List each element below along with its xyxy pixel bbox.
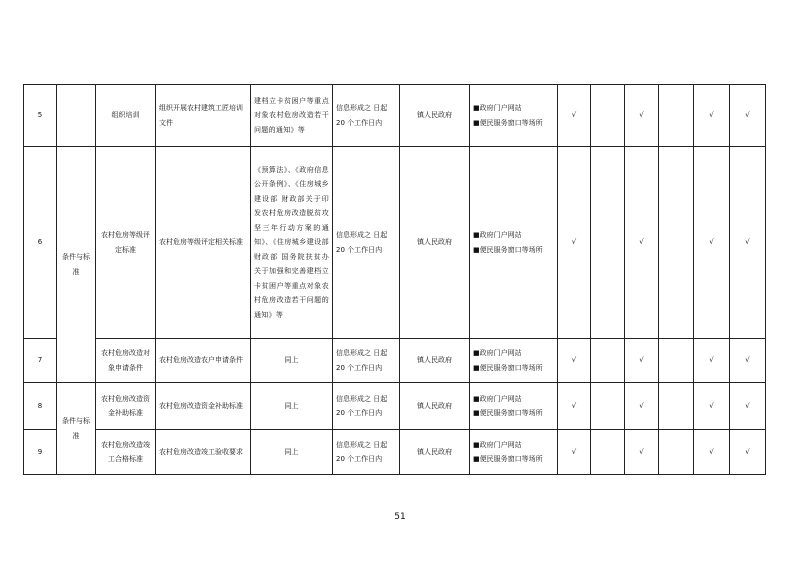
row-number: 9: [24, 430, 57, 475]
disclosure-table: [23, 84, 766, 475]
check-cell: [659, 147, 694, 339]
channels-cell: [470, 383, 558, 430]
check-cell: [659, 430, 694, 475]
law-cell: 同上: [251, 430, 333, 475]
law-cell: 同上: [251, 339, 333, 383]
law-cell: 建档立卡贫困户等重点对象农村危房改造若干问题的通知》等: [251, 85, 333, 147]
item-cell: 组织培训: [96, 85, 156, 147]
check-cell: √: [730, 85, 766, 147]
timeframe-cell: 信息形成之 日起 20 个工作日内: [333, 339, 400, 383]
table-row: [24, 339, 766, 383]
item-cell: 农村危房改造竣工合格标准: [96, 430, 156, 475]
channels-cell: [470, 339, 558, 383]
check-cell: √: [730, 339, 766, 383]
channel-website: ■政府门户网站: [473, 104, 522, 112]
check-cell: [591, 85, 625, 147]
timeframe-cell: 信息形成之 日起 20 个工作日内: [333, 383, 400, 430]
channel-window: ■便民服务窗口等场所: [473, 363, 543, 372]
check-cell: √: [558, 430, 591, 475]
check-cell: √: [625, 339, 659, 383]
check-cell: [659, 339, 694, 383]
content-cell: 农村危房等级评定相关标准: [156, 147, 251, 339]
subject-cell: 镇人民政府: [400, 85, 470, 147]
check-cell: [591, 430, 625, 475]
channel-website: ■政府门户网站: [473, 231, 522, 239]
check-cell: √: [730, 147, 766, 339]
channel-window: ■便民服务窗口等场所: [473, 118, 543, 127]
category-cell: 条件与标准: [57, 383, 96, 475]
table-row: [24, 383, 766, 430]
check-cell: [659, 383, 694, 430]
check-cell: √: [558, 147, 591, 339]
timeframe-cell: 信息形成之 日起 20 个工作日内: [333, 147, 400, 339]
content-cell: 农村危房改造资金补助标准: [156, 383, 251, 430]
row-number: 8: [24, 383, 57, 430]
channels-cell: [470, 147, 558, 339]
channels-cell: [470, 430, 558, 475]
subject-cell: 镇人民政府: [400, 339, 470, 383]
item-cell: 农村危房改造对象申请条件: [96, 339, 156, 383]
row-number: 7: [24, 339, 57, 383]
channel-website: ■政府门户网站: [473, 394, 522, 403]
table-body: [24, 85, 766, 475]
table-row: [24, 430, 766, 475]
category-cell: [57, 85, 96, 147]
timeframe-cell: 信息形成之 日起 20 个工作日内: [333, 430, 400, 475]
law-cell: 同上: [251, 383, 333, 430]
check-cell: √: [694, 383, 730, 430]
subject-cell: 镇人民政府: [400, 430, 470, 475]
item-cell: 农村危房等级评定标准: [96, 147, 156, 339]
page-number: 51: [394, 512, 406, 522]
check-cell: √: [625, 430, 659, 475]
check-cell: [591, 383, 625, 430]
timeframe-cell: 信息形成之 日起 20 个工作日内: [333, 85, 400, 147]
content-cell: 农村危房改造竣工验收要求: [156, 430, 251, 475]
channel-window: ■便民服务窗口等场所: [473, 455, 543, 463]
check-cell: √: [694, 339, 730, 383]
channel-window: ■便民服务窗口等场所: [473, 245, 543, 254]
item-cell: 农村危房改造资金补助标准: [96, 383, 156, 430]
channel-website: ■政府门户网站: [473, 349, 522, 357]
check-cell: √: [558, 85, 591, 147]
check-cell: √: [730, 430, 766, 475]
check-cell: √: [625, 147, 659, 339]
check-cell: √: [694, 147, 730, 339]
row-number: 6: [24, 147, 57, 339]
check-cell: [591, 339, 625, 383]
check-cell: √: [558, 339, 591, 383]
check-cell: [591, 147, 625, 339]
channel-window: ■便民服务窗口等场所: [473, 409, 543, 417]
content-cell: 组织开展农村建筑工匠培训文件: [156, 85, 251, 147]
check-cell: √: [625, 383, 659, 430]
subject-cell: 镇人民政府: [400, 147, 470, 339]
law-cell: 《预算法》、《政府信息公开条例》、《住房城乡建设部 财政部关于印发农村危房改造脱贫攻坚三年行动方案的通知》、《住房城乡建设部 财政部 国务院扶贫办关于加强和完善建档立卡贫困户等重点对象农村危房改造若干问题的通知》等: [251, 147, 333, 339]
check-cell: [659, 85, 694, 147]
check-cell: √: [625, 85, 659, 147]
check-cell: √: [694, 430, 730, 475]
channel-website: ■政府门户网站: [473, 440, 522, 449]
content-cell: 农村危房改造农户申请条件: [156, 339, 251, 383]
subject-cell: 镇人民政府: [400, 383, 470, 430]
row-number: 5: [24, 85, 57, 147]
category-cell: 条件与标准: [57, 147, 96, 383]
channels-cell: [470, 85, 558, 147]
table-row: [24, 85, 766, 147]
check-cell: √: [558, 383, 591, 430]
table-row: [24, 147, 766, 339]
check-cell: √: [730, 383, 766, 430]
check-cell: √: [694, 85, 730, 147]
